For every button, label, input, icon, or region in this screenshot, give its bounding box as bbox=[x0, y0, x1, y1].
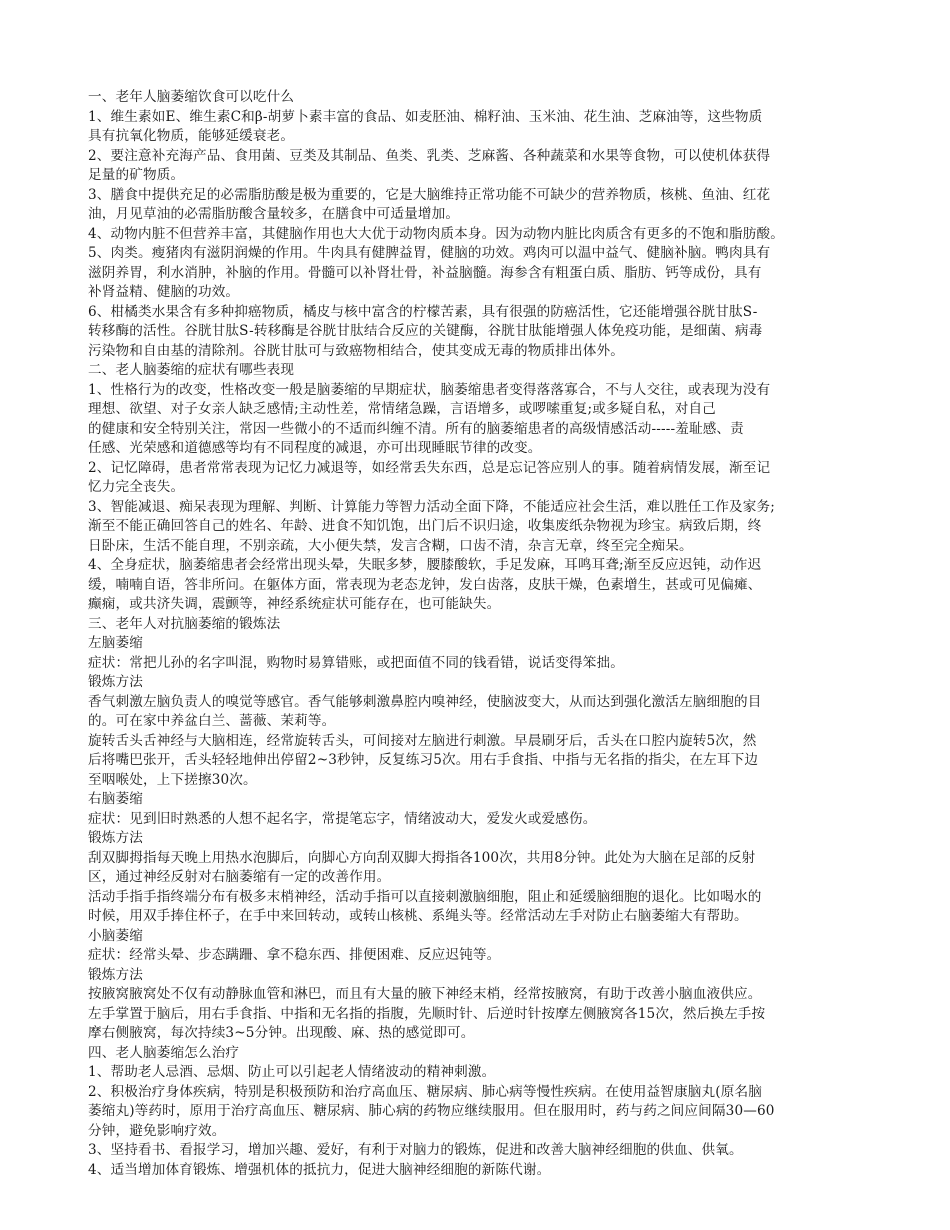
text-line: 旋转舌头舌神经与大脑相连，经常旋转舌头，可间接对左脑进行刺激。早晨刷牙后，舌头在口腔内旋转5次，然 bbox=[88, 732, 757, 749]
text-line: 三、老年人对抗脑萎缩的锻炼法 bbox=[88, 615, 281, 632]
text-line: 3、智能减退、痴呆表现为理解、判断、计算能力等智力活动全面下降，不能适应社会生活，难以胜任工作及家务; bbox=[88, 498, 775, 515]
text-line: 右脑萎缩 bbox=[88, 791, 143, 807]
text-line: 锻炼方法 bbox=[88, 966, 143, 983]
text-line: 症状：见到旧时熟悉的人想不起名字，常提笔忘字，情绪波动大，爱发火或爱感伤。 bbox=[88, 810, 597, 827]
text-line: 理想、欲望、对子女亲人缺乏感情;主动性差，常情绪急躁，言语增多，或啰嗦重复;或多疑自私，对自己 bbox=[88, 401, 716, 417]
text-line: 6、柑橘类水果含有多种抑癌物质，橘皮与核中富含的柠檬苦素，具有很强的防癌活性，它还能增强谷胱甘肽S- bbox=[88, 303, 758, 320]
text-line: 分钟，避免影响疗效。 bbox=[88, 1122, 226, 1139]
text-line: 摩右侧腋窝，每次持续3~5分钟。出现酸、麻、热的感觉即可。 bbox=[88, 1025, 475, 1041]
text-line: 4、适当增加体育锻炼、增强机体的抵抗力，促进大脑神经细胞的新陈代谢。 bbox=[88, 1161, 551, 1178]
text-line: 5、肉类。瘦猪肉有滋阴润燥的作用。牛肉具有健脾益胃，健脑的功效。鸡肉可以温中益气、健脑补脑。鸭肉具有 bbox=[88, 245, 771, 261]
text-line: 锻炼方法 bbox=[88, 830, 143, 846]
text-line: 日卧床，生活不能自理，不别亲疏，大小便失禁，发言含糊，口齿不清，杂言无章，终至完全痴呆。 bbox=[88, 537, 693, 554]
text-line: 3、坚持看书、看报学习，增加兴趣、爱好，有利于对脑力的锻炼，促进和改善大脑神经细胞的供血、供氧。 bbox=[88, 1142, 743, 1158]
text-line: 萎缩丸)等药时，原用于治疗高血压、糖尿病、肺心病的药物应继续服用。但在服用时，药与药之间应间隔30—60 bbox=[88, 1103, 775, 1119]
text-line: 渐至不能正确回答自己的姓名、年龄、进食不知饥饱，出门后不识归途，收集废纸杂物视为珍宝。病致后期，终 bbox=[88, 518, 762, 534]
text-line: 4、动物内脏不但营养丰富，其健脑作用也大大优于动物肉质本身。因为动物内脏比肉质含有更多的不饱和脂肪酸。 bbox=[88, 225, 784, 242]
text-line: 左脑萎缩 bbox=[88, 635, 143, 651]
text-line: 2、记忆障碍，患者常常表现为记忆力减退等，如经常丢失东西，总是忘记答应别人的事。随着病情发展，渐至记 bbox=[88, 459, 771, 476]
text-line: 3、膳食中提供充足的必需脂肪酸是极为重要的，它是大脑维持正常功能不可缺少的营养物质，核桃、鱼油、红花 bbox=[88, 186, 771, 203]
text-line: 1、维生素如E、维生素C和β-胡萝卜素丰富的食品、如麦胚油、棉籽油、玉米油、花生油、芝麻油等，这些物质 bbox=[88, 108, 763, 125]
text-line: 活动手指手指终端分布有极多末梢神经，活动手指可以直接刺激脑细胞，阻止和延缓脑细胞的退化。比如喝水的 bbox=[88, 888, 762, 905]
text-line: 任感、光荣感和道德感等均有不同程度的减退，亦可出现睡眠节律的改变。 bbox=[88, 440, 542, 456]
text-line: 小脑萎缩 bbox=[88, 927, 143, 944]
text-line: 二、老人脑萎缩的症状有哪些表现 bbox=[88, 362, 295, 378]
document-body bbox=[88, 88, 873, 1180]
text-line: 1、帮助老人忌酒、忌烟、防止可以引起老人情绪波动的精神刺激。 bbox=[88, 1064, 496, 1080]
text-line: 刮双脚拇指每天晚上用热水泡脚后，向脚心方向刮双脚大拇指各100次，共用8分钟。此处为大脑在足部的反射 bbox=[88, 849, 756, 866]
text-line: 症状：常把儿孙的名字叫混，购物时易算错账，或把面值不同的钱看错，说话变得笨拙。 bbox=[88, 654, 625, 671]
text-line: 2、要注意补充海产品、食用菌、豆类及其制品、鱼类、乳类、芝麻酱、各种蔬菜和水果等食物，可以使机体获得 bbox=[88, 147, 771, 164]
text-line: 转移酶的活性。谷胱甘肽S-转移酶是谷胱甘肽结合反应的关键酶，谷胱甘肽能增强人体免疫功能，是细菌、病毒 bbox=[88, 323, 763, 339]
text-line: 癫痫，或共济失调，震颤等，神经系统症状可能存在，也可能缺失。 bbox=[88, 596, 501, 612]
text-line: 的健康和安全特别关注，常因一些微小的不适而纠缠不清。所有的脑萎缩患者的高级情感活动-----羞耻感、责 bbox=[88, 420, 744, 437]
text-line: 污染物和自由基的清除剂。谷胱甘肽可与致癌物相结合，使其变成无毒的物质排出体外。 bbox=[88, 342, 625, 359]
text-line: 左手掌置于脑后，用右手食指、中指和无名指的指腹，先顺时针、后逆时针按摩左侧腋窝各15次，然后换左手按 bbox=[88, 1005, 766, 1022]
text-line: 按腋窝腋窝处不仅有动静脉血管和淋巴，而且有大量的腋下神经末梢，经常按腋窝，有助于改善小脑血液供应。 bbox=[88, 986, 762, 1002]
text-line: 忆力完全丧失。 bbox=[88, 479, 185, 495]
text-line: 一、老年人脑萎缩饮食可以吃什么 bbox=[88, 89, 295, 105]
text-line: 缓，喃喃自语，答非所问。在躯体方面，常表现为老态龙钟，发白齿落，皮肤干燥，色素增生，甚或可见偏瘫、 bbox=[88, 576, 762, 593]
text-line: 香气刺激左脑负责人的嗅觉等感官。香气能够刺激鼻腔内嗅神经，使脑波变大，从而达到强化激活左脑细胞的目 bbox=[88, 693, 762, 710]
text-line: 锻炼方法 bbox=[88, 674, 143, 690]
text-line: 4、全身症状，脑萎缩患者会经常出现头晕，失眠多梦，腰膝酸软，手足发麻，耳鸣耳聋;渐至反应迟钝，动作迟 bbox=[88, 557, 762, 573]
text-line: 1、性格行为的改变，性格改变一般是脑萎缩的早期症状，脑萎缩患者变得落落寡合，不与人交往，或表现为没有 bbox=[88, 381, 771, 398]
text-line: 时候，用双手捧住杯子，在手中来回转动，或转山核桃、系绳头等。经常活动左手对防止右脑萎缩大有帮助。 bbox=[88, 908, 748, 924]
text-line: 足量的矿物质。 bbox=[88, 167, 185, 183]
text-line: 四、老人脑萎缩怎么治疗 bbox=[88, 1044, 240, 1061]
text-line: 2、积极治疗身体疾病，特别是积极预防和治疗高血压、糖尿病、肺心病等慢性疾病。在使用益智康脑丸(原名脑 bbox=[88, 1083, 762, 1100]
text-line: 症状：经常头晕、步态蹒跚、拿不稳东西、排便困难、反应迟钝等。 bbox=[88, 947, 501, 963]
text-line: 滋阴养胃，利水消肿，补脑的作用。骨髓可以补肾壮骨，补益脑髓。海参含有粗蛋白质、脂肪、钙等成份，具有 bbox=[88, 264, 762, 281]
text-line: 区，通过神经反射对右脑萎缩有一定的改善作用。 bbox=[88, 869, 391, 885]
text-line: 补肾益精、健脑的功效。 bbox=[88, 284, 240, 300]
text-line: 油，月见草油的必需脂肪酸含量较多，在膳食中可适量增加。 bbox=[88, 206, 460, 222]
text-line: 具有抗氧化物质，能够延缓衰老。 bbox=[88, 128, 295, 144]
text-line: 至咽喉处，上下搓擦30次。 bbox=[88, 771, 257, 788]
text-line: 的。可在家中养盆白兰、蔷薇、茉莉等。 bbox=[88, 713, 336, 729]
text-line: 后将嘴巴张开，舌头轻轻地伸出停留2~3秒钟，反复练习5次。用右手食指、中指与无名指的指尖，在左耳下边 bbox=[88, 752, 759, 768]
